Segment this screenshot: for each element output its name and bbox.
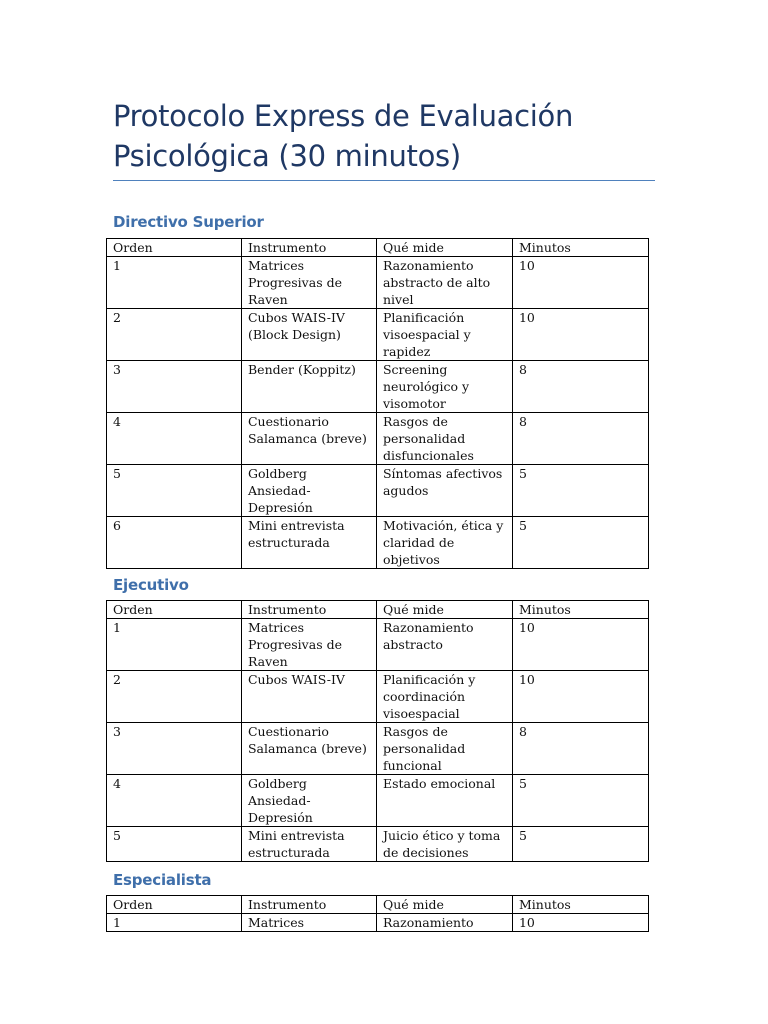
page-title: Protocolo Express de Evaluación Psicológica (30 minutos) <box>113 99 574 173</box>
table-header-row <box>107 601 649 619</box>
table-row <box>107 723 649 775</box>
cell-que-mide: Rasgos de personalidad disfuncionales <box>376 413 512 465</box>
cell-que-mide: Motivación, ética y claridad de objetivos <box>376 517 512 569</box>
cell-minutos: 5 <box>512 775 648 827</box>
cell-minutos: 10 <box>512 257 648 309</box>
cell-que-mide: Planificación y coordinación visoespacial <box>376 671 512 723</box>
cell-instrumento: Matrices Progresivas de Raven <box>241 619 376 671</box>
cell-instrumento: Bender (Koppitz) <box>241 361 376 413</box>
cell-minutos: 5 <box>512 465 648 517</box>
cell-instrumento: Cubos WAIS-IV (Block Design) <box>241 309 376 361</box>
cell-que-mide: Rasgos de personalidad funcional <box>376 723 512 775</box>
cell-instrumento: Mini entrevista estructurada <box>241 517 376 569</box>
cell-que-mide: Razonamiento abstracto <box>376 619 512 671</box>
table-row <box>107 775 649 827</box>
header-cell-orden: Orden <box>107 601 242 619</box>
header-cell-que-mide: Qué mide <box>376 601 512 619</box>
cell-que-mide: Estado emocional <box>376 775 512 827</box>
table-row <box>107 517 649 569</box>
cell-que-mide: Razonamiento abstracto de alto nivel <box>376 257 512 309</box>
section-heading-ejecutivo: Ejecutivo <box>113 576 189 594</box>
cell-minutos: 5 <box>512 517 648 569</box>
cell-instrumento: Cubos WAIS-IV <box>241 671 376 723</box>
cell-instrumento: Goldberg Ansiedad-Depresión <box>241 465 376 517</box>
header-cell-instrumento: Instrumento <box>241 239 376 257</box>
header-cell-orden: Orden <box>107 896 242 914</box>
cell-instrumento: Goldberg Ansiedad-Depresión <box>241 775 376 827</box>
table-row <box>107 914 649 932</box>
cell-que-mide: Síntomas afectivos agudos <box>376 465 512 517</box>
cell-orden: 5 <box>107 465 242 517</box>
header-cell-minutos: Minutos <box>512 239 648 257</box>
section-heading-especialista: Especialista <box>113 871 212 889</box>
table-row <box>107 671 649 723</box>
table-header-row <box>107 896 649 914</box>
cell-orden: 2 <box>107 671 242 723</box>
cell-orden: 4 <box>107 775 242 827</box>
table-row <box>107 257 649 309</box>
table-especialista <box>106 895 649 932</box>
table-row <box>107 465 649 517</box>
cell-instrumento: Matrices <box>241 914 376 932</box>
cell-orden: 6 <box>107 517 242 569</box>
table-header-row <box>107 239 649 257</box>
cell-orden: 1 <box>107 619 242 671</box>
cell-orden: 3 <box>107 361 242 413</box>
cell-orden: 2 <box>107 309 242 361</box>
table-ejecutivo <box>106 600 649 862</box>
header-cell-minutos: Minutos <box>512 896 648 914</box>
cell-orden: 3 <box>107 723 242 775</box>
table-directivo-superior <box>106 238 649 569</box>
table-row <box>107 619 649 671</box>
table-row <box>107 827 649 862</box>
header-cell-instrumento: Instrumento <box>241 896 376 914</box>
cell-que-mide: Razonamiento <box>376 914 512 932</box>
cell-orden: 1 <box>107 914 242 932</box>
title-divider <box>113 180 655 181</box>
cell-instrumento: Mini entrevista estructurada <box>241 827 376 862</box>
cell-minutos: 8 <box>512 413 648 465</box>
header-cell-que-mide: Qué mide <box>376 239 512 257</box>
cell-orden: 5 <box>107 827 242 862</box>
header-cell-minutos: Minutos <box>512 601 648 619</box>
cell-que-mide: Juicio ético y toma de decisiones <box>376 827 512 862</box>
header-cell-que-mide: Qué mide <box>376 896 512 914</box>
cell-instrumento: Cuestionario Salamanca (breve) <box>241 413 376 465</box>
table-row <box>107 361 649 413</box>
table-row <box>107 309 649 361</box>
cell-que-mide: Planificación visoespacial y rapidez <box>376 309 512 361</box>
cell-minutos: 10 <box>512 619 648 671</box>
cell-minutos: 10 <box>512 309 648 361</box>
cell-instrumento: Cuestionario Salamanca (breve) <box>241 723 376 775</box>
cell-minutos: 10 <box>512 914 648 932</box>
header-cell-instrumento: Instrumento <box>241 601 376 619</box>
cell-minutos: 5 <box>512 827 648 862</box>
section-heading-directivo-superior: Directivo Superior <box>113 213 264 231</box>
table-row <box>107 413 649 465</box>
cell-minutos: 8 <box>512 723 648 775</box>
cell-que-mide: Screening neurológico y visomotor <box>376 361 512 413</box>
cell-orden: 1 <box>107 257 242 309</box>
cell-minutos: 10 <box>512 671 648 723</box>
cell-instrumento: Matrices Progresivas de Raven <box>241 257 376 309</box>
header-cell-orden: Orden <box>107 239 242 257</box>
cell-orden: 4 <box>107 413 242 465</box>
cell-minutos: 8 <box>512 361 648 413</box>
